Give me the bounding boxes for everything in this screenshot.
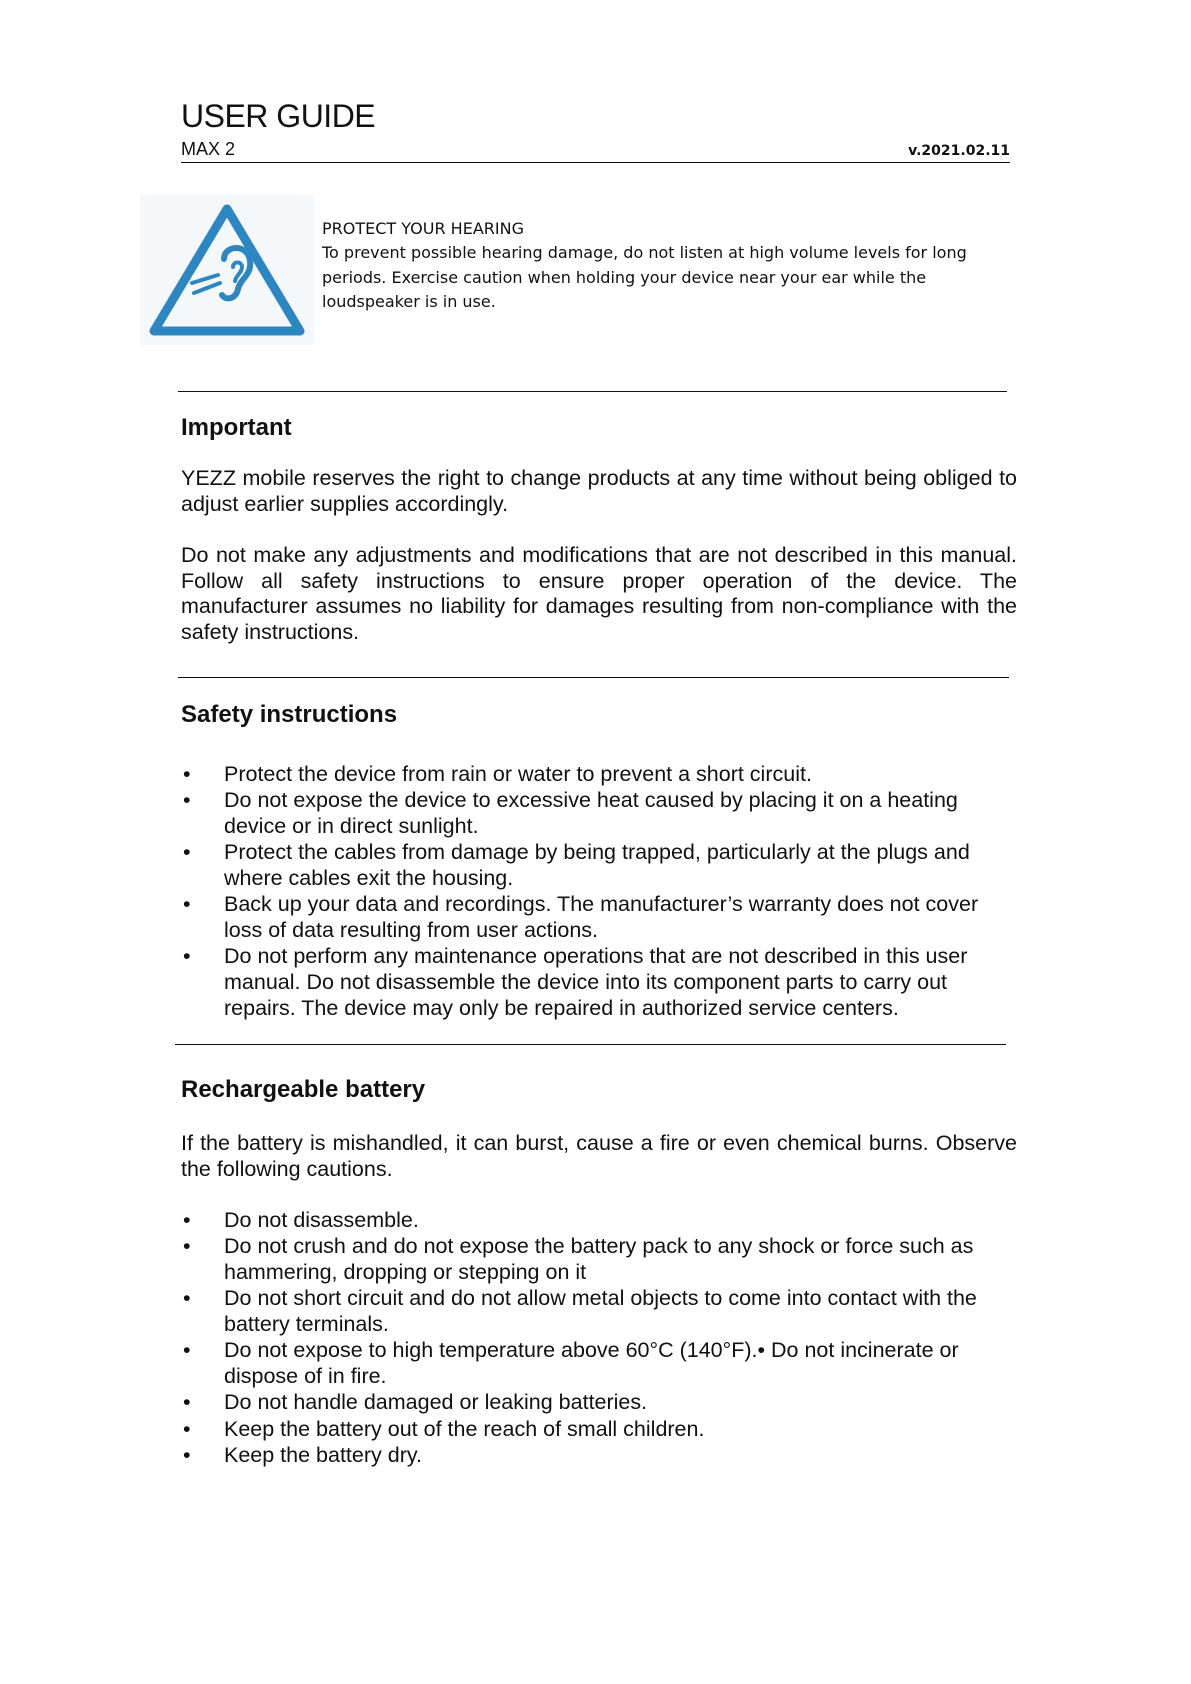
list-item: • Protect the device from rain or water to prevent a short circuit. <box>183 762 812 786</box>
bullet-icon: • <box>183 1416 191 1441</box>
hearing-text: To prevent possible hearing damage, do not listen at high volume levels for long periods. Exercise caution when holding your device near your ear while the loudspeaker is in use. <box>322 243 967 311</box>
bullet-icon: • <box>183 944 191 969</box>
bullet-icon: • <box>183 840 191 865</box>
important-paragraph: YEZZ mobile reserves the right to change products at any time without being obliged to adjust earlier supplies accordingly. <box>181 466 1017 516</box>
list-item: • Do not crush and do not expose the battery pack to any shock or force such as hammering, dropping or stepping on it <box>183 1234 974 1284</box>
divider <box>178 391 1007 392</box>
list-item: • Do not short circuit and do not allow metal objects to come into contact with the battery terminals. <box>183 1286 977 1336</box>
bullet-icon: • <box>183 892 191 917</box>
battery-list <box>181 1208 1017 1470</box>
important-heading: Important <box>181 414 292 441</box>
hearing-warning-icon <box>140 195 314 345</box>
safety-heading: Safety instructions <box>181 701 398 728</box>
list-item: • Do not disassemble. <box>183 1208 419 1232</box>
divider <box>178 677 1009 678</box>
safety-list <box>181 762 1017 1022</box>
model-name: MAX 2 <box>181 139 236 159</box>
list-item: • Do not perform any maintenance operations that are not described in this user manual. Do not disassemble the device into its component parts to carry out repairs. The device may only be repaired in authorized service centers. <box>183 944 968 1020</box>
bullet-icon: • <box>183 1208 191 1232</box>
list-item: • Keep the battery out of the reach of small children. <box>183 1416 705 1441</box>
bullet-icon: • <box>183 1286 191 1311</box>
bullet-icon: • <box>183 1234 191 1259</box>
hearing-title: PROTECT YOUR HEARING <box>322 219 524 238</box>
version-label: v.2021.02.11 <box>908 143 1010 159</box>
list-item: • Back up your data and recordings. The manufacturer’s warranty does not cover loss of data resulting from user actions. <box>183 892 979 942</box>
important-paragraph: Do not make any adjustments and modifications that are not described in this manual. Follow all safety instructions to ensure proper operation of the device. The manufacturer assumes no liability for damages resulting from non-compliance with the safety instructions. <box>181 543 1017 644</box>
divider <box>175 1044 1006 1045</box>
list-item: • Do not handle damaged or leaking batteries. <box>183 1390 648 1415</box>
header-rule <box>181 162 1010 163</box>
bullet-icon: • <box>183 1338 191 1363</box>
list-item: • Protect the cables from damage by being trapped, particularly at the plugs and where cables exit the housing. <box>183 840 970 890</box>
bullet-icon: • <box>183 1390 191 1415</box>
bullet-icon: • <box>183 788 191 813</box>
battery-heading: Rechargeable battery <box>181 1076 426 1103</box>
document-title: USER GUIDE <box>181 98 376 134</box>
battery-intro: If the battery is mishandled, it can burst, cause a fire or even chemical burns. Observe the following cautions. <box>181 1131 1017 1181</box>
bullet-icon: • <box>183 762 191 786</box>
list-item: • Do not expose to high temperature above 60°C (140°F).• Do not incinerate or dispose of in fire. <box>183 1338 959 1388</box>
list-item: • Keep the battery dry. <box>183 1443 422 1468</box>
list-item: • Do not expose the device to excessive heat caused by placing it on a heating device or in direct sunlight. <box>183 788 958 838</box>
bullet-icon: • <box>183 1443 191 1468</box>
